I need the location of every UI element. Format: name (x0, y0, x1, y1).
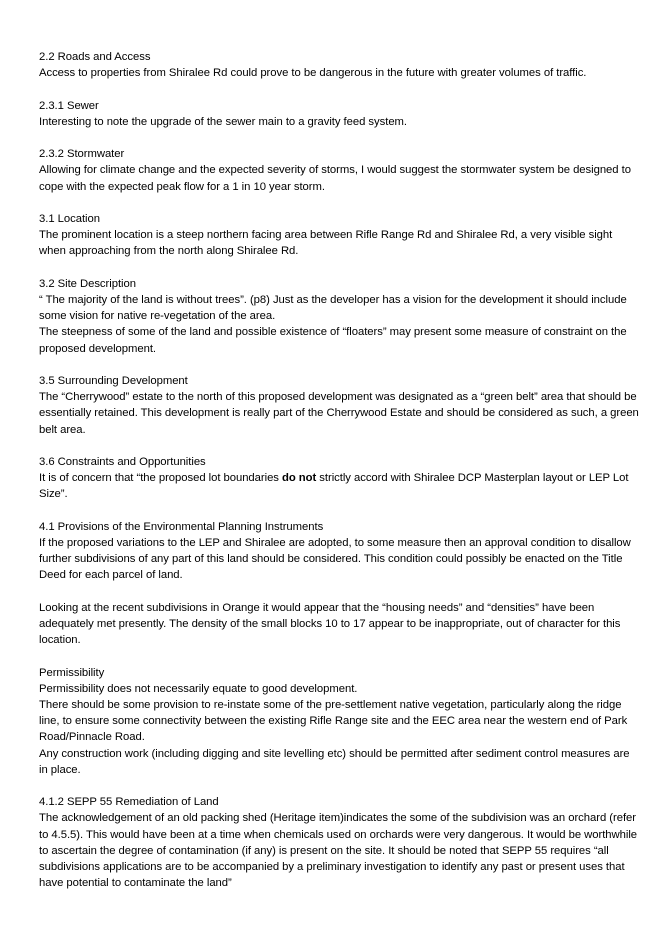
document-body (39, 49, 639, 908)
paragraph: There should be some provision to re-instate some of the pre-settlement native vegetation, particularly along the ridge line, to ensure some connectivity between the existing Rifle Range site and the EEC area near the western end of Park Road/Pinnacle Road. (39, 698, 628, 744)
section-site-description (39, 276, 639, 357)
section-constraints-and-opportunities (39, 454, 639, 503)
paragraph: Any construction work (including digging and site levelling etc) should be permitted after sediment control measures are in place. (39, 747, 630, 776)
section-heading: 3.5 Surrounding Development (39, 374, 188, 387)
paragraph: The steepness of some of the land and possible existence of “floaters” may present some measure of constraint on the proposed development. (39, 326, 627, 355)
paragraph: If the proposed variations to the LEP and Shiralee are adopted, to some measure then an approval condition to disallow further subdivisions of any part of this land should be considered. This condition could possibly be enacted on the Title Deed for each parcel of land. (39, 536, 631, 582)
section-location (39, 211, 639, 260)
paragraph: Permissibility does not necessarily equate to good development. (39, 682, 358, 695)
section-heading: 3.1 Location (39, 212, 100, 225)
section-heading: 3.6 Constraints and Opportunities (39, 455, 206, 468)
emphasis-text: do not (282, 472, 317, 485)
section-housing-needs (39, 600, 639, 649)
section-stormwater (39, 146, 639, 195)
section-heading: 3.2 Site Description (39, 277, 136, 290)
paragraph: “ The majority of the land is without trees”. (p8) Just as the developer has a vision for the development it should include some vision for native re-vegetation of the area. (39, 293, 627, 323)
paragraph-text: It is of concern that “the proposed lot boundaries (39, 472, 282, 485)
paragraph (39, 470, 639, 502)
paragraph: Looking at the recent subdivisions in Orange it would appear that the “housing needs” and “densities” have been adequately met presently. The density of the small blocks 10 to 17 appear to be inappropriate, out of character for this location. (39, 601, 621, 647)
section-heading: 4.1.2 SEPP 55 Remediation of Land (39, 796, 219, 809)
section-sewer (39, 98, 639, 130)
section-heading: 2.2 Roads and Access (39, 51, 151, 63)
paragraph: The prominent location is a steep northern facing area between Rifle Range Rd and Shiralee Rd, a very visible sight when approaching from the north along Shiralee Rd. (39, 229, 613, 258)
section-heading: 4.1 Provisions of the Environmental Planning Instruments (39, 520, 324, 533)
section-environmental-planning-instruments (39, 519, 639, 584)
section-heading: Permissibility (39, 666, 105, 679)
section-heading: 2.3.1 Sewer (39, 99, 99, 112)
paragraph: Interesting to note the upgrade of the sewer main to a gravity feed system. (39, 115, 408, 128)
section-permissibility (39, 665, 639, 778)
paragraph: Access to properties from Shiralee Rd could prove to be dangerous in the future with greater volumes of traffic. (39, 67, 587, 80)
section-surrounding-development (39, 373, 639, 438)
paragraph: The “Cherrywood” estate to the north of this proposed development was designated as a “green belt” area that should be essentially retained. This development is really part of the Cherrywood Estate and should be considered as such, a green belt area. (39, 391, 639, 436)
paragraph: Allowing for climate change and the expected severity of storms, I would suggest the stormwater system be designed to cope with the expected peak flow for a 1 in 10 year storm. (39, 164, 631, 193)
section-roads-and-access (39, 49, 639, 81)
section-sepp-55-remediation (39, 794, 639, 891)
paragraph: The acknowledgement of an old packing shed (Heritage item)indicates the some of the subdivision was an orchard (refer to 4.5.5). This would have been at a time when chemicals used on orchards were very dangerous. It would be worthwhile to ascertain the degree of contamination (if any) is present on the site. It should be noted that SEPP 55 requires “all subdivisions applications are to be accompanied by a preliminary investigation to identify any past or present uses that have potential to contaminate the land” (39, 812, 638, 890)
paragraph-text: strictly accord with Shiralee DCP Masterplan layout or LEP Lot Size”. (39, 472, 629, 501)
section-heading: 2.3.2 Stormwater (39, 148, 125, 161)
